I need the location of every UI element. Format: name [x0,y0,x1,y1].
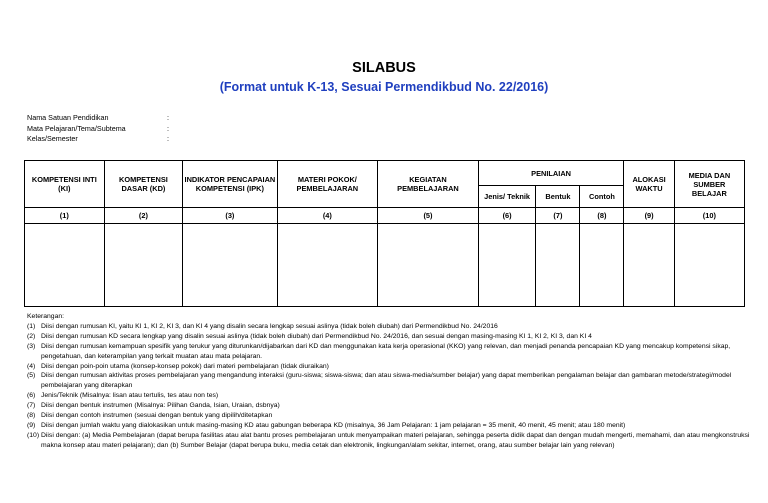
note-number: (10) [27,431,40,439]
note-text: Diisi dengan jumlah waktu yang dialokasikan untuk masing-masing KD atau gabungan beberapa KD (misalnya, 36 Jam Pelajaran: 1 jam pelajaran = 35 menit, 40 menit, 45 menit; atau 180 menit) [41,421,626,429]
note-text: Diisi dengan rumusan KI, yaitu KI 1, KI 2, KI 3, dan KI 4 yang disalin secara lengkap sesuai aslinya (tidak boleh diubah) dari Permendikbud No. 24/2016 [41,322,498,330]
note-number: (3) [27,342,36,350]
column-number-row [25,208,745,224]
header-penilaian: PENILAIAN [478,161,624,186]
header-row [25,161,745,186]
identity-row-school [27,113,169,124]
column-number: (1) [25,208,105,224]
table-cell [183,224,277,307]
header-contoh: Contoh [580,186,624,208]
note-number: (9) [27,421,36,429]
note-item [27,401,755,411]
note-item [27,371,755,391]
note-number: (5) [27,372,36,380]
note-text: Diisi dengan rumusan aktivitas proses pembelajaran yang mengandung interaksi (guru-siswa; siswa-siswa; dan atau siswa-media/sumber belajar) yang dapat memberikan pengalaman belajar dan gambaran metode/strategi/model pembelajaran yang diterapkan [41,372,732,390]
identity-separator: : [167,113,169,122]
note-number: (7) [27,402,36,410]
table-cell [478,224,536,307]
table-cell [25,224,105,307]
note-item [27,411,755,421]
header-ipk: INDIKATOR PENCAPAIAN KOMPETENSI (IPK) [183,161,277,208]
note-item [27,362,755,372]
identity-row-subject [27,124,169,135]
note-text: Diisi dengan bentuk instrumen (Misalnya: Pilihan Ganda, Isian, Uraian, dsbnya) [41,402,280,410]
document-title: SILABUS [352,60,416,76]
note-text: Diisi dengan poin-poin utama (konsep-konsep pokok) dari materi pembelajaran (tidak diuraikan) [41,362,329,370]
header-materi: MATERI POKOK/ PEMBELAJARAN [277,161,378,208]
note-number: (2) [27,332,36,340]
table-cell [624,224,674,307]
note-item [27,332,755,342]
table-cell [277,224,378,307]
table-cell [580,224,624,307]
empty-content-row [25,224,745,307]
column-number: (5) [378,208,479,224]
header-ki: KOMPETENSI INTI (KI) [25,161,105,208]
column-number: (7) [536,208,580,224]
table-cell [104,224,183,307]
header-media: MEDIA DAN SUMBER BELAJAR [674,161,744,208]
header-alokasi: ALOKASI WAKTU [624,161,674,208]
note-text: Diisi dengan contoh instrumen (sesuai dengan bentuk yang dipilih/ditetapkan [41,412,273,420]
document-subtitle: (Format untuk K-13, Sesuai Permendikbud No. 22/2016) [219,80,549,94]
note-text: Jenis/Teknik (Misalnya: lisan atau tertulis, tes atau non tes) [41,392,219,400]
identity-separator: : [167,123,169,133]
column-number: (2) [104,208,183,224]
note-number: (4) [27,362,36,370]
note-item [27,322,755,332]
note-item [27,431,755,451]
column-number: (3) [183,208,277,224]
identity-label: Kelas/Semester [27,134,78,144]
header-kd: KOMPETENSI DASAR (KD) [104,161,183,208]
identity-block [27,113,169,145]
notes-heading: Keterangan: [27,313,65,320]
notes-section [27,312,755,451]
note-text: Diisi dengan rumusan KD secara lengkap yang disalin sesuai aslinya (tidak boleh diubah) dari Permendikbud No. 24/2016, dan sesuai dengan masing-masing KI 1, KI 2, KI 3, dan KI 4 [41,332,592,340]
identity-label: Nama Satuan Pendidikan [27,113,109,122]
note-number: (1) [27,322,36,330]
table-cell [378,224,479,307]
identity-label: Mata Pelajaran/Tema/Subtema [27,123,126,133]
column-number: (4) [277,208,378,224]
column-number: (10) [674,208,744,224]
note-item [27,391,755,401]
syllabus-table [24,160,745,307]
column-number: (6) [478,208,536,224]
column-number: (9) [624,208,674,224]
header-jenis: Jenis/ Teknik [478,186,536,208]
note-text: Diisi dengan rumusan kemampuan spesifik yang terukur yang diturunkan/dijabarkan dari KD dan menggunakan kata kerja operasional (KKO) yang relevan, dan menjadi penanda pencapaian KD yang mencakup kompetensi sikap, pengetahuan, dan keterampilan yang terkait muatan atau mata pelajaran. [41,342,731,360]
identity-row-class [27,134,169,145]
note-number: (6) [27,392,36,400]
identity-separator: : [167,134,169,144]
table-cell [674,224,744,307]
note-number: (8) [27,412,36,420]
table-cell [536,224,580,307]
note-item [27,342,755,362]
column-number: (8) [580,208,624,224]
header-kegiatan: KEGIATAN PEMBELAJARAN [378,161,479,208]
note-item [27,421,755,431]
header-bentuk: Bentuk [536,186,580,208]
note-text: Diisi dengan: (a) Media Pembelajaran (dapat berupa fasilitas atau alat bantu proses pembelajaran untuk menyampaikan materi pelajaran, sehingga peserta didik dapat dan dengan mudah mengerti, memahami, dan atau mengkonstruksi makna konsep atau materi pelajaran); dan (b) Sumber Belajar (dapat berupa buku, media cetak dan elektronik, lingkungan/alam sekitar, internet, orang, atau sumber belajar lain yang relevan) [41,431,750,449]
